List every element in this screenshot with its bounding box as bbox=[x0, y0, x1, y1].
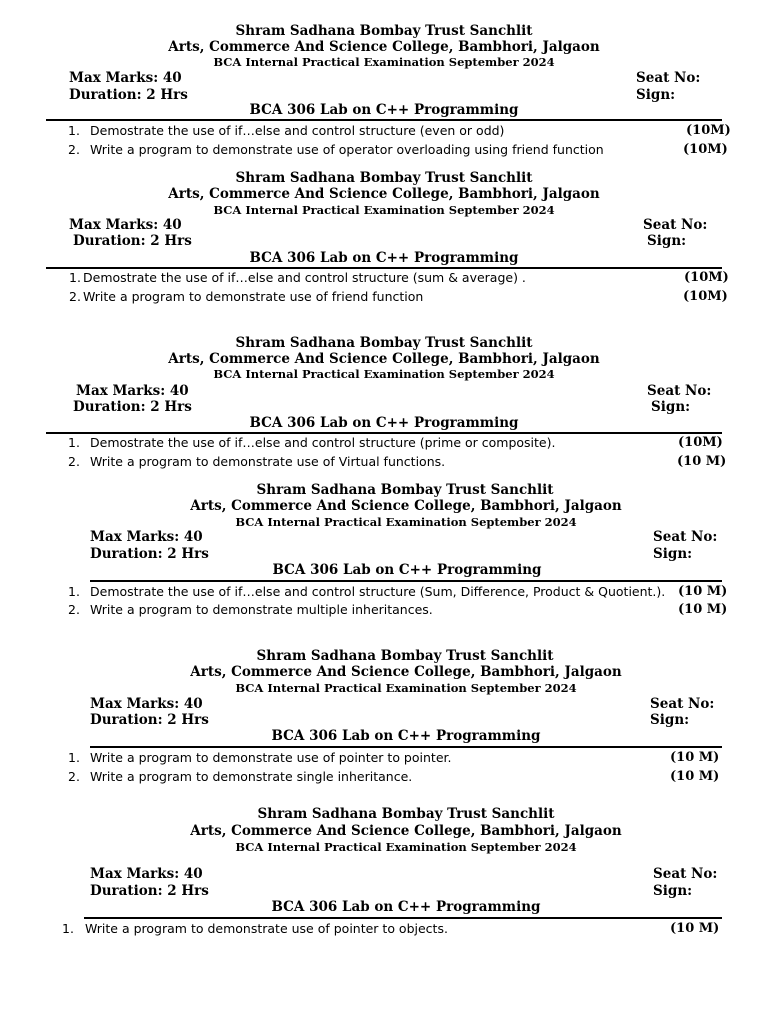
seat-no-label: Seat No: bbox=[643, 217, 708, 233]
question-text: Write a program to demonstrate use of Virtual functions. bbox=[90, 454, 446, 469]
question-marks: (10 M) bbox=[678, 602, 728, 617]
sign-label: Sign: bbox=[647, 233, 687, 249]
trust-name: Shram Sadhana Bombay Trust Sanchlit bbox=[257, 806, 555, 822]
trust-name: Shram Sadhana Bombay Trust Sanchlit bbox=[256, 648, 554, 664]
question-marks: (10 M) bbox=[678, 584, 728, 599]
question-number: 2. bbox=[69, 289, 81, 304]
seat-no-label: Seat No: bbox=[653, 866, 718, 882]
college-name: Arts, Commerce And Science College, Bambhori, Jalgaon bbox=[168, 186, 600, 202]
exam-title: BCA Internal Practical Examination September 2024 bbox=[235, 681, 577, 695]
question-marks: (10M) bbox=[686, 123, 731, 138]
duration: Duration: 2 Hrs bbox=[90, 883, 209, 899]
exam-title: BCA Internal Practical Examination September 2024 bbox=[235, 515, 577, 529]
duration: Duration: 2 Hrs bbox=[73, 399, 192, 415]
subject-title: BCA 306 Lab on C++ Programming bbox=[271, 728, 541, 744]
question-text: Write a program to demonstrate use of pointer to pointer. bbox=[90, 750, 452, 765]
question-text: Demostrate the use of if…else and control structure (prime or composite). bbox=[90, 435, 556, 450]
max-marks: Max Marks: 40 bbox=[76, 383, 189, 399]
question-number: 1. bbox=[69, 270, 81, 285]
sign-label: Sign: bbox=[653, 883, 693, 899]
divider-rule bbox=[90, 580, 722, 582]
trust-name: Shram Sadhana Bombay Trust Sanchlit bbox=[235, 23, 533, 39]
question-text: Write a program to demonstrate use of operator overloading using friend function bbox=[90, 142, 604, 157]
max-marks: Max Marks: 40 bbox=[90, 696, 203, 712]
seat-no-label: Seat No: bbox=[653, 529, 718, 545]
subject-title: BCA 306 Lab on C++ Programming bbox=[249, 102, 519, 118]
question-text: Demostrate the use of if…else and control structure (even or odd) bbox=[90, 123, 505, 138]
exam-title: BCA Internal Practical Examination September 2024 bbox=[213, 367, 555, 381]
question-text: Demostrate the use of if…else and control structure (sum & average) . bbox=[83, 270, 526, 285]
max-marks: Max Marks: 40 bbox=[69, 217, 182, 233]
question-number: 1. bbox=[68, 435, 80, 450]
question-number: 2. bbox=[68, 602, 80, 617]
divider-rule bbox=[90, 746, 722, 748]
question-marks: (10 M) bbox=[677, 454, 727, 469]
question-marks: (10M) bbox=[678, 435, 723, 450]
trust-name: Shram Sadhana Bombay Trust Sanchlit bbox=[235, 170, 533, 186]
question-number: 2. bbox=[68, 769, 80, 784]
divider-rule bbox=[46, 432, 722, 434]
question-marks: (10M) bbox=[684, 270, 729, 285]
college-name: Arts, Commerce And Science College, Bambhori, Jalgaon bbox=[168, 39, 600, 55]
question-number: 2. bbox=[68, 142, 80, 157]
trust-name: Shram Sadhana Bombay Trust Sanchlit bbox=[235, 335, 533, 351]
question-text: Write a program to demonstrate use of friend function bbox=[83, 289, 424, 304]
question-marks: (10 M) bbox=[670, 921, 720, 936]
subject-title: BCA 306 Lab on C++ Programming bbox=[249, 415, 519, 431]
college-name: Arts, Commerce And Science College, Bambhori, Jalgaon bbox=[190, 498, 622, 514]
question-marks: (10 M) bbox=[670, 769, 720, 784]
subject-title: BCA 306 Lab on C++ Programming bbox=[249, 250, 519, 266]
divider-rule bbox=[46, 267, 722, 269]
question-number: 1. bbox=[68, 123, 80, 138]
question-marks: (10 M) bbox=[670, 750, 720, 765]
question-number: 1. bbox=[62, 921, 74, 936]
seat-no-label: Seat No: bbox=[650, 696, 715, 712]
duration: Duration: 2 Hrs bbox=[73, 233, 192, 249]
sign-label: Sign: bbox=[650, 712, 690, 728]
question-marks: (10M) bbox=[683, 289, 728, 304]
duration: Duration: 2 Hrs bbox=[90, 546, 209, 562]
sign-label: Sign: bbox=[636, 87, 676, 103]
college-name: Arts, Commerce And Science College, Bambhori, Jalgaon bbox=[190, 823, 622, 839]
max-marks: Max Marks: 40 bbox=[90, 529, 203, 545]
question-text: Write a program to demonstrate use of pointer to objects. bbox=[85, 921, 448, 936]
duration: Duration: 2 Hrs bbox=[69, 87, 188, 103]
subject-title: BCA 306 Lab on C++ Programming bbox=[271, 899, 541, 915]
seat-no-label: Seat No: bbox=[647, 383, 712, 399]
question-text: Write a program to demonstrate multiple inheritances. bbox=[90, 602, 433, 617]
question-marks: (10M) bbox=[683, 142, 728, 157]
question-text: Demostrate the use of if…else and control structure (Sum, Difference, Product & Quotient.). bbox=[90, 584, 666, 599]
duration: Duration: 2 Hrs bbox=[90, 712, 209, 728]
sign-label: Sign: bbox=[651, 399, 691, 415]
subject-title: BCA 306 Lab on C++ Programming bbox=[272, 562, 542, 578]
exam-title: BCA Internal Practical Examination September 2024 bbox=[213, 203, 555, 217]
sign-label: Sign: bbox=[653, 546, 693, 562]
question-number: 2. bbox=[68, 454, 80, 469]
seat-no-label: Seat No: bbox=[636, 70, 701, 86]
question-number: 1. bbox=[68, 750, 80, 765]
exam-title: BCA Internal Practical Examination September 2024 bbox=[213, 55, 555, 69]
divider-rule bbox=[46, 119, 722, 121]
exam-title: BCA Internal Practical Examination September 2024 bbox=[235, 840, 577, 854]
college-name: Arts, Commerce And Science College, Bambhori, Jalgaon bbox=[168, 351, 600, 367]
trust-name: Shram Sadhana Bombay Trust Sanchlit bbox=[256, 482, 554, 498]
max-marks: Max Marks: 40 bbox=[69, 70, 182, 86]
question-number: 1. bbox=[68, 584, 80, 599]
max-marks: Max Marks: 40 bbox=[90, 866, 203, 882]
college-name: Arts, Commerce And Science College, Bambhori, Jalgaon bbox=[190, 664, 622, 680]
question-text: Write a program to demonstrate single inheritance. bbox=[90, 769, 413, 784]
divider-rule bbox=[84, 917, 722, 919]
